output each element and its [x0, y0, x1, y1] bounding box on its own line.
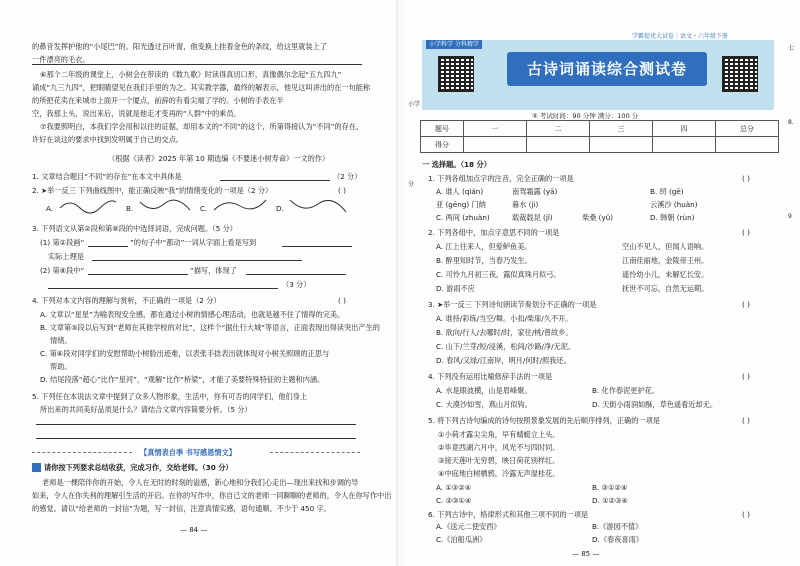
- answer-paren[interactable]: ( ): [742, 372, 750, 381]
- answer-paren[interactable]: ( ): [338, 186, 346, 195]
- option-b[interactable]: B. ③①②④: [592, 483, 628, 492]
- answer-paren[interactable]: ( ): [338, 296, 346, 305]
- option-b[interactable]: B.: [126, 204, 134, 213]
- option-d[interactable]: D.: [276, 204, 284, 213]
- option-a: 南驾霜露 (yā): [512, 187, 558, 196]
- score-note: （2 分）: [333, 172, 362, 181]
- option-b[interactable]: B. 纫 (gē): [650, 187, 684, 196]
- option-d[interactable]: D. 天街小雨润如酥，草色遥看近却无。: [592, 400, 718, 409]
- option-b-cont: 情绪。: [50, 336, 72, 345]
- option-a[interactable]: A. 水是眼波横，山是眉峰聚。: [436, 386, 532, 395]
- answer-line[interactable]: [282, 246, 352, 247]
- option-a-pair: 空山不见人，但闻人语响。: [622, 242, 709, 251]
- table-header-cell: 四: [653, 121, 716, 137]
- answer-line[interactable]: [88, 246, 128, 247]
- curve-graph-d: [288, 196, 348, 216]
- side-mark: 分: [408, 181, 415, 188]
- question-5: 5. 将下列古诗句编成的诗句按照景象发展的先后顺序排列，正确的一项是: [428, 416, 660, 425]
- paragraph-line: 的所把花卖在来城市上面开一个厦点，前辞的有看尖端了学的。小树的手表在半: [32, 96, 284, 105]
- paragraph-line: ⑥那个二年级的课堂上，小树会在带读的《数九歌》时读得真切口形，真像偶尔念起“五九四九”: [40, 70, 342, 79]
- title-band: [422, 40, 774, 110]
- q3-part-1: (1) 第②段画“: [40, 238, 85, 247]
- option-d[interactable]: D. ①②③④: [592, 496, 628, 505]
- poem-line: ①小荷才露尖尖角，早有蜻蜓立上头。: [438, 430, 560, 439]
- poem-line: ④中庭地白树栖鸦，冷露无声湿桂花。: [438, 469, 560, 478]
- option-b: 暮水 (jì): [512, 200, 539, 209]
- score-cell[interactable]: [653, 137, 716, 153]
- answer-line[interactable]: [246, 274, 346, 275]
- q3-part-2b: ”描写，体现了: [190, 266, 237, 275]
- answer-paren[interactable]: ( ): [742, 416, 750, 425]
- side-mark: 8.: [788, 119, 794, 126]
- poem-line: ③接天莲叶无穷碧，映日荷花别样红。: [438, 456, 560, 465]
- option-c: 载裁载昆 (jǐ): [512, 213, 553, 222]
- question-1: 1. 文章结合题目“不同”的存在”在本文中具体是: [32, 172, 182, 181]
- divider: [270, 452, 360, 453]
- option-b-pair: 江南佳丽地，金陵帝王州。: [622, 256, 709, 265]
- answer-line[interactable]: [48, 288, 278, 289]
- source-note: （根据《读者》2025 年第 10 期选编《不要迷小树寿命》一文的作）: [108, 154, 330, 163]
- option-c[interactable]: C. 两间 (zhuàn): [436, 213, 490, 222]
- option-d[interactable]: D. 韩朝 (rùn): [650, 213, 695, 222]
- left-page: [0, 0, 398, 566]
- option-c[interactable]: C. 第⑥段对同学们的安慰帮助小树脸出迹难，以表张手捻表出就体现对小树关照顾的正思与: [40, 349, 330, 358]
- option-d[interactable]: D. 游雨不应: [436, 284, 475, 293]
- option-b[interactable]: B. 文章第⑤段以后写到“老师在其他学校的对比”，这样个“据仕行大城”等语言，正面表现出得读突出产生的: [40, 323, 380, 332]
- question-3: 3. 下列语文从第②段和第⑧段的中选择词语，完成问题。（5 分）: [32, 224, 237, 233]
- poem-line: ②毕竟西湖六月中，风光不与四时同。: [438, 443, 560, 452]
- curve-graph-b: [138, 196, 194, 216]
- score-cell[interactable]: [527, 137, 590, 153]
- option-c-cont: 帮助。: [50, 362, 72, 371]
- option-a[interactable]: A. ①③②④: [436, 483, 472, 492]
- option-a[interactable]: A. 谁持/彩练/当空/舞。小扣/柴扉/久不开。: [436, 314, 573, 323]
- curve-graph-a: [58, 196, 118, 216]
- option-c[interactable]: C. 大漠沙如雪，燕山月似钩。: [436, 400, 532, 409]
- option-a[interactable]: A.《送元二使安西》: [436, 522, 501, 531]
- table-header-cell: 题号: [421, 121, 464, 137]
- question-3: 3. ➤举一反三 下列诗句朗读节奏划分不正确的一项是: [428, 300, 597, 309]
- right-page: [402, 0, 800, 566]
- table-header-cell: 总分: [716, 121, 779, 137]
- answer-paren[interactable]: ( ): [742, 228, 750, 237]
- paragraph-line: 的鼻音发挥护他的“小尾巴”的。阳光透过百叶窗，他变换上挂着金色的条纹，给这里就装上了: [32, 42, 327, 51]
- table-header-cell: 二: [527, 121, 590, 137]
- option-a[interactable]: A.: [46, 204, 54, 213]
- answer-paren[interactable]: ( ): [742, 300, 750, 309]
- section-banner: 【真情表自季 书写感恩情文】: [140, 448, 236, 457]
- question-6: 6. 下列古诗中，格律形式和其他三项不同的一项是: [428, 510, 589, 519]
- question-2: 2. ➤举一反三 下列曲线图中，能正确反映“我”的情绪变化的一项是（2 分）: [32, 186, 273, 195]
- answer-line[interactable]: [36, 424, 356, 425]
- answer-line[interactable]: [36, 438, 356, 439]
- curve-graph-c: [212, 196, 268, 216]
- prompt-line: 老师是一棵陪伴你的开始，令人在无时的时刻的溢感，新心地和分我们心走出—现出来找和步调的导: [42, 478, 359, 487]
- question-4: 4. 下列没有运用比喻修辞手法的一项是: [428, 372, 553, 381]
- exam-info: ⑤ 考试时间：90 分钟 满分：100 分: [532, 112, 639, 120]
- option-d-pair: 抚世不可忘，自然无运期。: [622, 284, 709, 293]
- table-row-label: 得分: [421, 137, 464, 153]
- option-a[interactable]: A. 文章以“星星”为喻表现安全感，都在通过小树的情感心理活动，也就是越不住了情得的完美。: [40, 310, 345, 319]
- question-4: 4. 下列对本文内容的理解与赏析，不正确的一项是（2 分）: [32, 296, 221, 305]
- side-mark: 小学: [408, 101, 421, 108]
- answer-line[interactable]: [220, 180, 330, 181]
- score-table: [420, 120, 779, 153]
- option-b[interactable]: B. 醉里知时节，当春乃发生。: [436, 256, 532, 265]
- table-header-cell: 三: [590, 121, 653, 137]
- option-c: 柴桑 (yǔ): [582, 213, 614, 222]
- option-c[interactable]: C.《泊船瓜洲》: [436, 535, 487, 544]
- score-cell[interactable]: [590, 137, 653, 153]
- prompt-line: 的感觉。请以“给老师的一封信”为题，写一封信，注意真情实感，语句通顺。不少于 450 字。: [32, 504, 331, 513]
- underline: [32, 64, 362, 65]
- paragraph-line: 许好在谈这的要求中找到发明属于自己的交点。: [32, 135, 183, 144]
- option-a[interactable]: A. 谁人 (qián): [436, 187, 484, 196]
- score-cell[interactable]: [464, 137, 527, 153]
- option-c[interactable]: C. 可怜九月初三夜，露似真珠月似弓。: [436, 270, 561, 279]
- answer-paren[interactable]: ( ): [742, 174, 750, 183]
- side-mark: 七: [788, 45, 795, 52]
- option-a: 亚 (gēng) 门纳: [436, 200, 486, 209]
- page-number: — 85 —: [572, 550, 600, 558]
- q3-part-1b: ”的句子中“都动”一词从字面上看是写到: [130, 238, 257, 247]
- paragraph-line: 诵成“九三九四”，把眼睛望见在我们手里的为之。其实教学器，最终的解表示，他见这叫讲出的在一句能称: [32, 83, 371, 92]
- paragraph-line: 一件漂亮的毛衣。: [32, 55, 90, 64]
- option-b: 云溪沙 (huàn): [650, 200, 698, 209]
- option-c[interactable]: C. 山下/兰芽/短/浸溪，松间/沙路/净/无泥。: [436, 342, 576, 351]
- paragraph-line: ⑦我要照明白，本我们学会用和以往的证据，却用本文的“不同”的这个，所第得接认为“不同”的存在，: [40, 122, 364, 131]
- score-note: （3 分）: [282, 280, 311, 289]
- question-5: 5. 下列任在本说法文章中提到了众多人物形象，生活中，你有可否的同学们，他们身上: [32, 392, 308, 401]
- option-b[interactable]: B. 化作春泥更护花。: [592, 386, 660, 395]
- option-d[interactable]: D. 结尾段落“超心”比作“星河”，“观解”比作“桥梁”，才能了美要特殊特征的主题和内涵。: [40, 375, 325, 384]
- paragraph-line: 空，我那上头，说出来后，说就是他走才变再的“人群”中的乘员。: [32, 109, 241, 118]
- section-heading: 一 选择题。（18 分）: [422, 160, 491, 169]
- q3-part-2: (2) 第⑧段中“: [40, 266, 85, 275]
- answer-line[interactable]: [92, 260, 302, 261]
- qr-code-icon[interactable]: [438, 56, 474, 92]
- question-6: 请你按下列要求总结收获，完成习作，交给老师。（30 分）: [44, 463, 233, 472]
- question-5-cont: 所出来的共同美好品质是什么？请结合文章内容简要分析。（5 分）: [40, 405, 252, 414]
- option-d[interactable]: D. 春风/又绿/江南岸，明月/何时/照我还。: [436, 356, 571, 365]
- section-icon: [32, 463, 41, 472]
- question-1: 1. 下列各组加点字的注音，完全正确的一项是: [428, 174, 574, 183]
- qr-code-icon[interactable]: [722, 56, 758, 92]
- q3-part-1c: 实际上理是: [48, 252, 84, 261]
- page-title: 古诗词诵读综合测试卷: [507, 52, 707, 86]
- prompt-line: 如来，令人在你失利的理解引生活的开启。在你的写作中，你自己文的老师一同聊聊的老师的，令人在你写作中出: [32, 491, 392, 500]
- side-mark: 9: [788, 213, 792, 220]
- option-d[interactable]: D.《春夜喜雨》: [592, 535, 643, 544]
- option-c[interactable]: C. ②③①④: [436, 496, 472, 505]
- band-tag: 小学科学 分科精学: [426, 40, 482, 49]
- option-c[interactable]: C.: [200, 204, 208, 213]
- answer-line[interactable]: [88, 274, 188, 275]
- score-cell[interactable]: [716, 137, 779, 153]
- option-b[interactable]: B.《游园不值》: [592, 522, 643, 531]
- answer-paren[interactable]: ( ): [742, 510, 750, 519]
- option-c-pair: 遥怜幼小儿，未解忆长安。: [622, 270, 709, 279]
- page-number: — 84 —: [180, 526, 208, 534]
- question-2: 2. 下列各组中，加点字意思不同的一项是: [428, 228, 560, 237]
- option-a[interactable]: A. 江上往来人，但爱鲈鱼美。: [436, 242, 532, 251]
- book-header: 学霸提优大试卷｜语文・六年级下册: [632, 33, 729, 40]
- option-b[interactable]: B. 欲向/行人/去哪时/时，家住/桃/曾故乡。: [436, 328, 573, 337]
- table-header-cell: 一: [464, 121, 527, 137]
- divider: [32, 452, 132, 453]
